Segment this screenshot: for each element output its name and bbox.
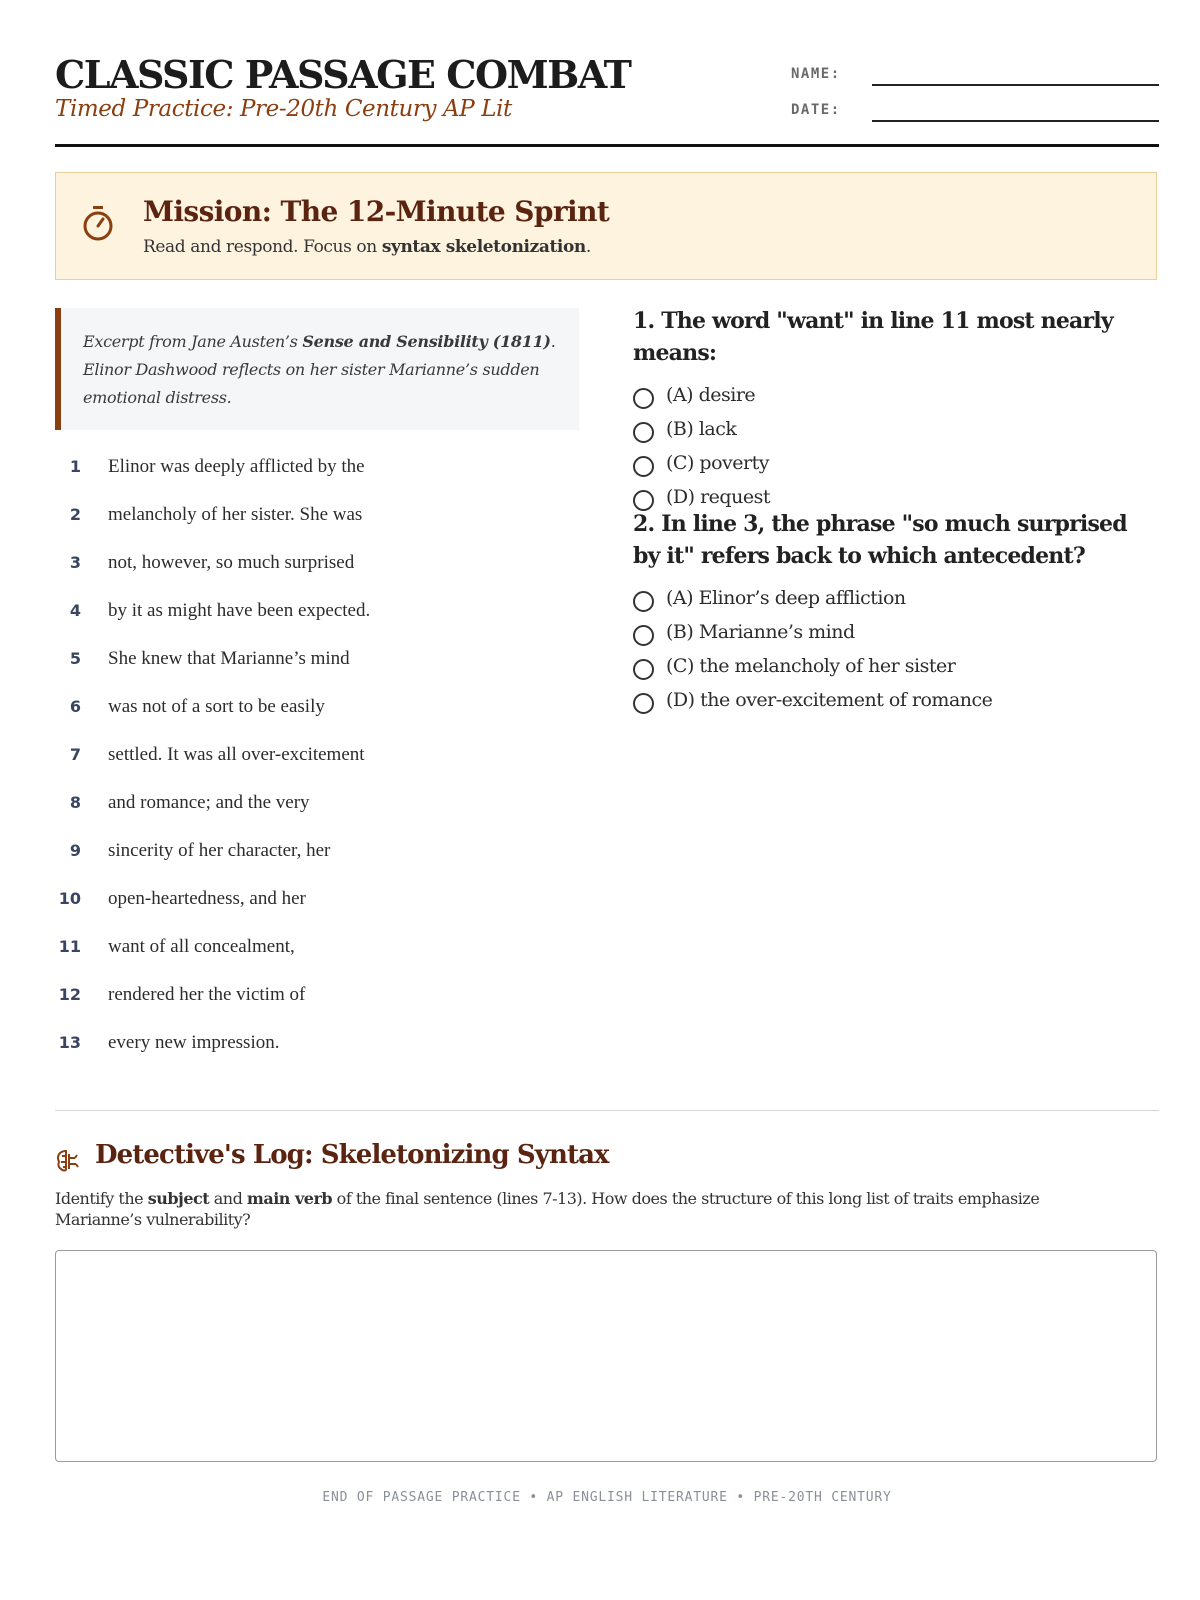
option-label: (B) Marianne’s mind (666, 621, 855, 643)
line-number: 2 (69, 505, 81, 524)
line-number: 7 (69, 745, 81, 764)
log-title: Detective's Log: Skeletonizing Syntax (95, 1140, 609, 1170)
radio-button[interactable] (633, 388, 654, 409)
passage-line (55, 549, 579, 579)
line-number: 12 (58, 985, 81, 1004)
option-label: (D) request (666, 486, 770, 508)
log-prompt-verb: main verb (246, 1189, 333, 1208)
mission-text-a: Read and respond. Focus on (143, 237, 382, 257)
mission-box (55, 172, 1157, 280)
radio-button[interactable] (633, 422, 654, 443)
log-prompt (55, 1188, 1105, 1230)
radio-button[interactable] (633, 693, 654, 714)
intro-year: (1811) (487, 332, 551, 351)
intro-text (83, 328, 557, 412)
answer-option[interactable] (633, 584, 1159, 618)
line-number: 5 (69, 649, 81, 668)
option-label: (B) lack (666, 418, 737, 440)
intro-rest: . Elinor Dashwood reflects on her sister Marianne’s sudden emotional distress. (83, 332, 556, 407)
line-text: Elinor was deeply afflicted by the (108, 456, 365, 477)
answer-option[interactable] (633, 381, 1159, 415)
line-text: want of all concealment, (108, 936, 295, 957)
option-label: (D) the over-excitement of romance (666, 689, 993, 711)
answer-option[interactable] (633, 652, 1159, 686)
passage-line (55, 837, 579, 867)
question-2 (633, 508, 1159, 720)
log-prompt-a: Identify the (55, 1189, 148, 1208)
worksheet-header (55, 52, 1159, 147)
line-text: melancholy of her sister. She was (108, 504, 363, 525)
line-number: 10 (58, 889, 81, 908)
page-title: CLASSIC PASSAGE COMBAT (55, 52, 631, 97)
question-1 (633, 305, 1159, 517)
option-label: (A) Elinor’s deep affliction (666, 587, 906, 609)
brain-icon (55, 1148, 81, 1174)
passage-line (55, 597, 579, 627)
passage-line (55, 453, 579, 483)
name-field[interactable] (791, 62, 1159, 86)
answer-option[interactable] (633, 449, 1159, 483)
date-label: DATE: (791, 102, 841, 118)
log-prompt-subject: subject (147, 1189, 210, 1208)
line-text: every new impression. (108, 1032, 280, 1053)
passage-line (55, 693, 579, 723)
date-field[interactable] (791, 98, 1159, 122)
line-number: 8 (69, 793, 81, 812)
line-number: 1 (69, 457, 81, 476)
mission-text (143, 237, 591, 257)
passage-line (55, 885, 579, 915)
page-footer: END OF PASSAGE PRACTICE • AP ENGLISH LITERATURE • PRE-20TH CENTURY (322, 1490, 892, 1505)
passage-line (55, 789, 579, 819)
line-text: sincerity of her character, her (108, 840, 331, 861)
worksheet-page (55, 0, 1159, 1600)
line-text: and romance; and the very (108, 792, 310, 813)
line-text: settled. It was all over-excitement (108, 744, 365, 765)
option-label: (A) desire (666, 384, 756, 406)
option-label: (C) poverty (666, 452, 769, 474)
line-text: open-heartedness, and her (108, 888, 306, 909)
question-stem: 2. In line 3, the phrase "so much surprised by it" refers back to which antecedent? (633, 511, 1127, 569)
section-divider (55, 1110, 1159, 1111)
radio-button[interactable] (633, 625, 654, 646)
answer-option[interactable] (633, 618, 1159, 652)
line-text: not, however, so much surprised (108, 552, 355, 573)
intro-book-title: Sense and Sensibility (302, 332, 488, 351)
page-subtitle: Timed Practice: Pre-20th Century AP Lit (55, 96, 512, 122)
passage-line (55, 981, 579, 1011)
radio-button[interactable] (633, 659, 654, 680)
option-label: (C) the melancholy of her sister (666, 655, 956, 677)
line-number: 13 (58, 1033, 81, 1052)
log-header (55, 1140, 855, 1180)
radio-button[interactable] (633, 591, 654, 612)
mission-title: Mission: The 12-Minute Sprint (143, 195, 610, 228)
name-write-line[interactable] (872, 84, 1159, 86)
line-number: 3 (69, 553, 81, 572)
name-label: NAME: (791, 66, 841, 82)
line-text: She knew that Marianne’s mind (108, 648, 350, 669)
answer-textarea[interactable] (55, 1250, 1157, 1462)
passage-line (55, 933, 579, 963)
line-text: rendered her the victim of (108, 984, 306, 1005)
date-write-line[interactable] (872, 120, 1159, 122)
line-number: 6 (69, 697, 81, 716)
line-text: by it as might have been expected. (108, 600, 371, 621)
log-prompt-b: and (209, 1189, 247, 1208)
passage-line (55, 501, 579, 531)
mission-text-bold: syntax skeletonization (381, 237, 586, 257)
intro-prefix: Excerpt from Jane Austen’s (83, 332, 303, 351)
line-number: 11 (58, 937, 81, 956)
answer-option[interactable] (633, 415, 1159, 449)
log-prompt-c: of the final sentence (lines 7-13). How does the structure of this long list of traits emphasize Marianne’s vulnerability? (55, 1189, 1040, 1229)
excerpt-intro (55, 308, 579, 430)
question-stem: 1. The word "want" in line 11 most nearly means: (633, 308, 1113, 366)
line-text: was not of a sort to be easily (108, 696, 325, 717)
line-number: 4 (69, 601, 81, 620)
passage-line (55, 741, 579, 771)
line-number: 9 (69, 841, 81, 860)
answer-option[interactable] (633, 686, 1159, 720)
passage-line (55, 1029, 579, 1059)
stopwatch-icon (78, 203, 118, 243)
radio-button[interactable] (633, 456, 654, 477)
mission-text-b: . (585, 237, 591, 257)
passage-line (55, 645, 579, 675)
